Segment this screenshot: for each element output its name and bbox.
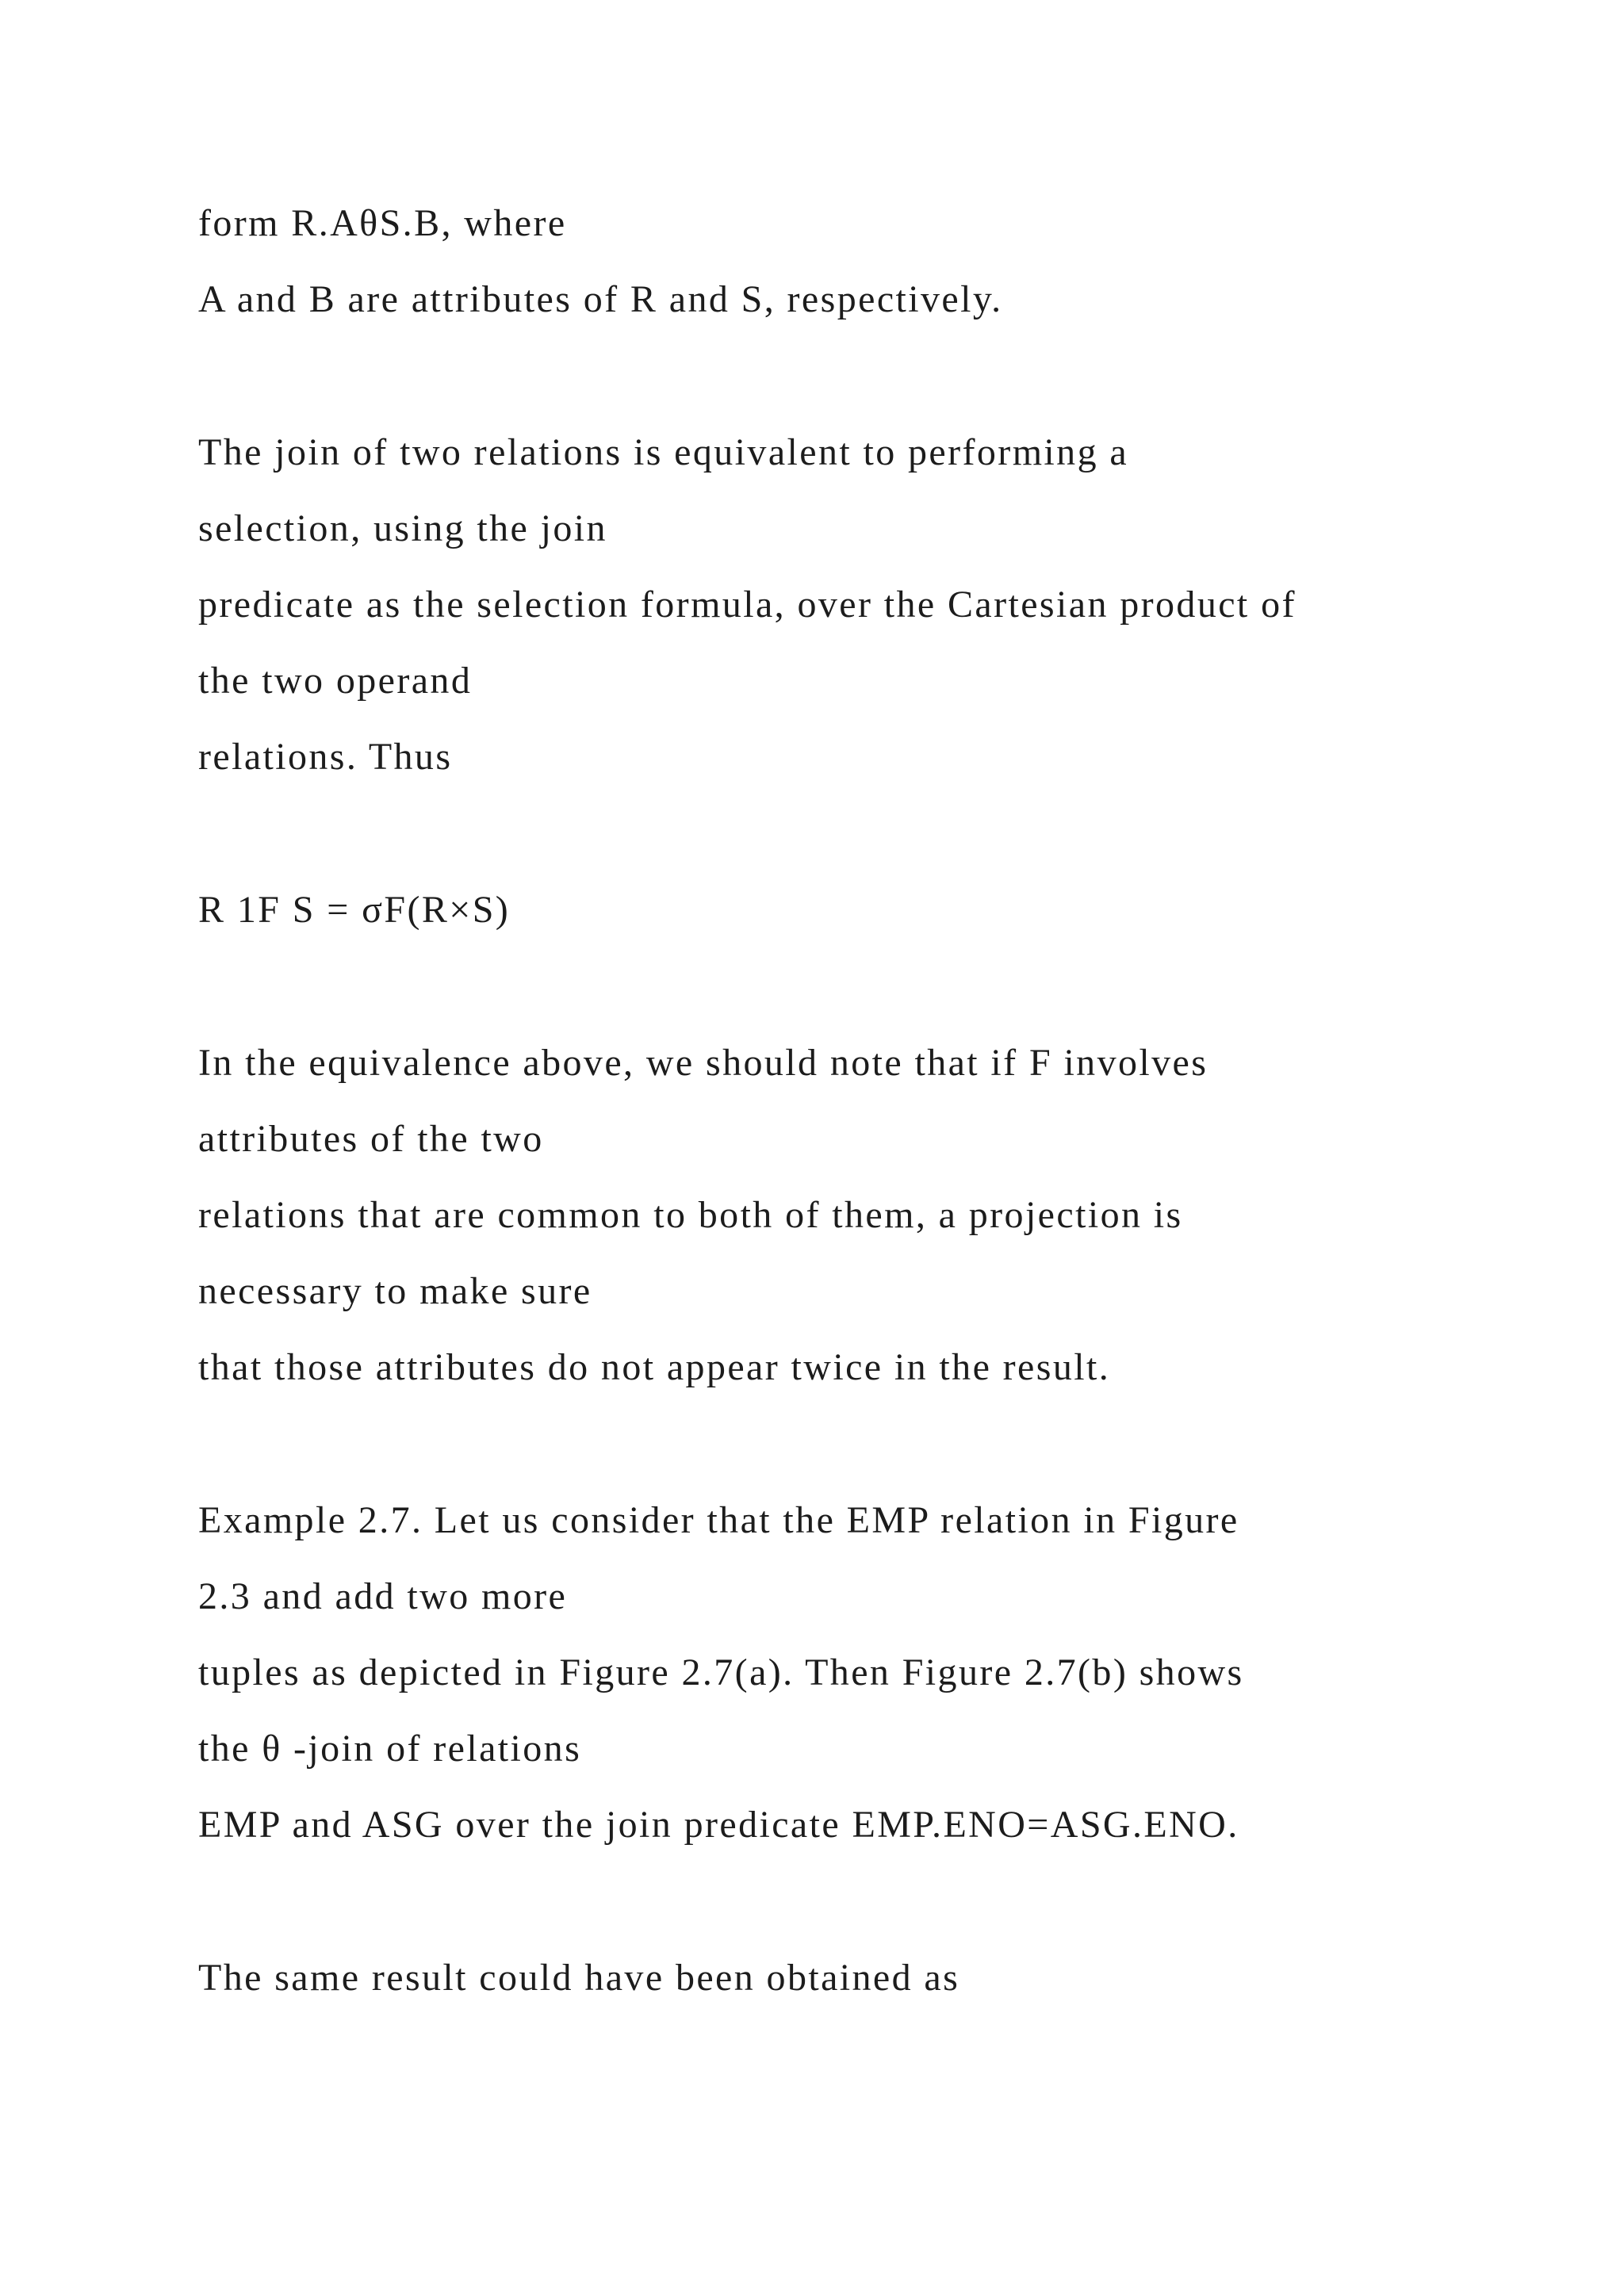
text-line: the θ -join of relations (198, 1728, 582, 1770)
text-line: that those attributes do not appear twice in the result. (198, 1346, 1111, 1388)
text-line: EMP and ASG over the join predicate EMP.ENO=ASG.ENO. (198, 1804, 1239, 1846)
text-line: form R.AθS.B, where (198, 202, 567, 244)
text-line: In the equivalence above, we should note that if F involves (198, 1042, 1208, 1084)
text-line: Example 2.7. Let us consider that the EMP relation in Figure (198, 1499, 1239, 1541)
formula-line: R 1F S = σF(R×S) (198, 889, 511, 931)
text-line: relations that are common to both of them, a projection is (198, 1194, 1183, 1236)
text-line: necessary to make sure (198, 1270, 592, 1312)
text-line: The join of two relations is equivalent to performing a (198, 431, 1129, 473)
text-line: attributes of the two (198, 1118, 544, 1160)
text-line: selection, using the join (198, 507, 607, 549)
text-line: A and B are attributes of R and S, respectively. (198, 278, 1003, 320)
text-line: the two operand (198, 660, 473, 702)
text-line: relations. Thus (198, 736, 453, 778)
text-line: 2.3 and add two more (198, 1575, 568, 1617)
text-line: The same result could have been obtained as (198, 1957, 960, 1999)
text-line: predicate as the selection formula, over the Cartesian product of (198, 584, 1297, 626)
text-line: tuples as depicted in Figure 2.7(a). Then Figure 2.7(b) shows (198, 1651, 1244, 1693)
